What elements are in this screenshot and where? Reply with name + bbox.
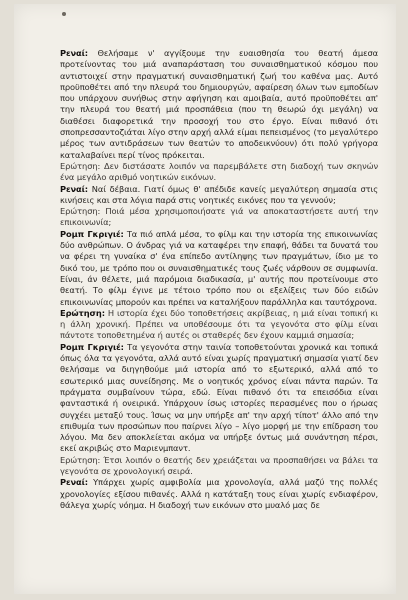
speaker-label: Ερώτηση: <box>60 454 101 465</box>
paragraph <box>60 477 378 511</box>
speaker-label: Ερώτηση: <box>60 206 101 217</box>
page-speck <box>62 12 66 16</box>
paragraph-text: Τα γεγονότα στην ταινία τοποθετούνται χρονικά και τοπικά όπως όλα τα γεγονότα, αλλά αυτό είναι χωρίς πραγματική σημασία γιατί δεν θελήσαμε να διηγηθούμε μιά ιστορία από το εξωτερικό, αλλά από το εσωτερικό μιας συνείδησης. Με ο νοητικός χρόνος είναι πάντα παρών. Τα πράγματα συμβαίνουν τώρα, εδώ. Είναι πιθανό ότι τα επεισόδια είναι φανταστικά ή ονειρικά. Υπάρχουν ίσως ιστορίες περασμένες που ο ήρωας συγχέει μεταξύ τους. Ίσως να μην υπήρξε απ' την αρχή τίποτ' άλλο από την επιθυμία των προσώπων που παίρνει λίγο – λίγο μορφή με την επίδραση του λόγου. Μα δεν αποκλείεται ακόμα να υπήρξε όντως μιά συνάντηση πέρσι, εκεί ακριβώς στο Μαριενμπαντ. <box>60 341 379 454</box>
paragraph <box>60 342 378 455</box>
paragraph <box>60 48 378 161</box>
speaker-label: Ρομπ Γκριγιέ: <box>60 341 124 352</box>
question <box>60 308 378 342</box>
paragraph <box>60 229 378 308</box>
speaker-label: Ρεναί: <box>60 477 89 488</box>
paragraph-text: Έτσι λοιπόν ο θεατής δεν χρειάζεται να προσπαθήσει να βάλει τα γεγονότα σε χρονολογική σειρά. <box>60 454 378 476</box>
question <box>60 206 378 229</box>
speaker-label: Ρεναί: <box>60 48 89 58</box>
question <box>60 161 378 184</box>
paragraph-text: Τα πιό απλά μέσα, το φίλμ και την ιστορία της επικοινωνίας δύο ανθρώπων. Ο άνδρας γιά να καταφέρει την επαφή, θάδει τα δυνατά του να φέρει τη γυναίκα σ' ένα επίπεδο αντίληψης των πραγμάτων, ίδιο με το δικό του, με τρόπο που οι συναισθηματικές τους ζωές νάρθουν σε συμφωνία. Είναι, άν θέλετε, μιά παρόμοια διαδικασία, μ' αυτής που προτείνουμε στο θεατή. Το φίλμ έγινε με τέτοιο τρόπο που οι εξελίξεις των δύο ειδών επικοινωνίας μπορούν και πρέπει να καταλήξουν παράλληλα και ταυτόχρονα. <box>60 228 378 307</box>
question <box>60 455 378 478</box>
paragraph-text: Υπάρχει χωρίς αμφιβολία μια χρονολογία, αλλά μαζύ της πολλές χρονολογίες εξίσου πιθανές. Αλλά η κατάταξη τους είναι χωρίς ενδιαφέρον, θάλεγα χωρίς νόημα. Η διαδοχή των εικόνων στο μυαλό μας δε <box>60 477 378 510</box>
speaker-label: Ερώτηση: <box>60 307 105 318</box>
paragraph-text: Θελήσαμε ν' αγγίξουμε την ευαισθησία του θεατή άμεσα προτείνοντας του μιά αναπαράσταση του συναισθηματικού κόσμου που αντιστοιχεί στην πραγματική συναισθηματική ζωή του καθένα μας. Αυτό προϋποθέτει από την πλευρά του δημιουργών, αφαίρεση όλων των εμποδίων που υπάρχουν συνήθως στην αφήγηση και αμοιβαία, αυτό προϋποθέτει απ' την πλευρά του θεατή μιά προσπάθεια (που τη θεωρώ όχι μεγάλη) να διαθέσει διαφορετικά την προσοχή του στο έργο. Είναι πιθανό ότι σποπρεσσαντοζιάται λίγο στην αρχή αλλά είμαι πεπεισμένος (το μεγαλύτερο μέρος των αντιδράσεων των θεατών το αποδεικνύουν) ότι πολύ γρήγορα καταλαβαίνει περί τίνος πρόκειται. <box>60 48 378 160</box>
paragraph-text: Ναί δέβαια. Γιατί όμως θ' απέδιδε κανείς μεγαλύτερη σημασία στις κινήσεις και στα λόγια παρά στις νοητικές εικόνες που τα γεννούν; <box>60 183 378 205</box>
interview-text <box>60 48 378 511</box>
book-page <box>14 4 396 594</box>
speaker-label: Ρομπ Γκριγιέ: <box>60 228 124 239</box>
speaker-label: Ερώτηση: <box>60 160 101 171</box>
paragraph-text: Η ιστορία έχει δύο τοποθετήσεις ακρίβειας, η μιά είναι τοπική κι η άλλη χρονική. Πρέπει να υποθέσουμε ότι τα γεγονότα στο φίλμ είναι πάντοτε τοποθετημένα ή αυτές οι σταθερές δεν έχουν καμμιά σημασία; <box>60 307 378 341</box>
speaker-label: Ρεναί: <box>60 183 89 194</box>
paragraph-text: Δεν διστάσατε λοιπόν να παρεμβάλετε στη διαδοχή των σκηνών ένα μεγάλο αριθμό νοητικών εικόνων. <box>60 160 378 183</box>
paragraph <box>60 184 378 207</box>
paragraph-text: Ποιά μέσα χρησιμοποιήσατε γιά να αποκαταστήσετε αυτή την επικοινωνία; <box>60 206 378 228</box>
